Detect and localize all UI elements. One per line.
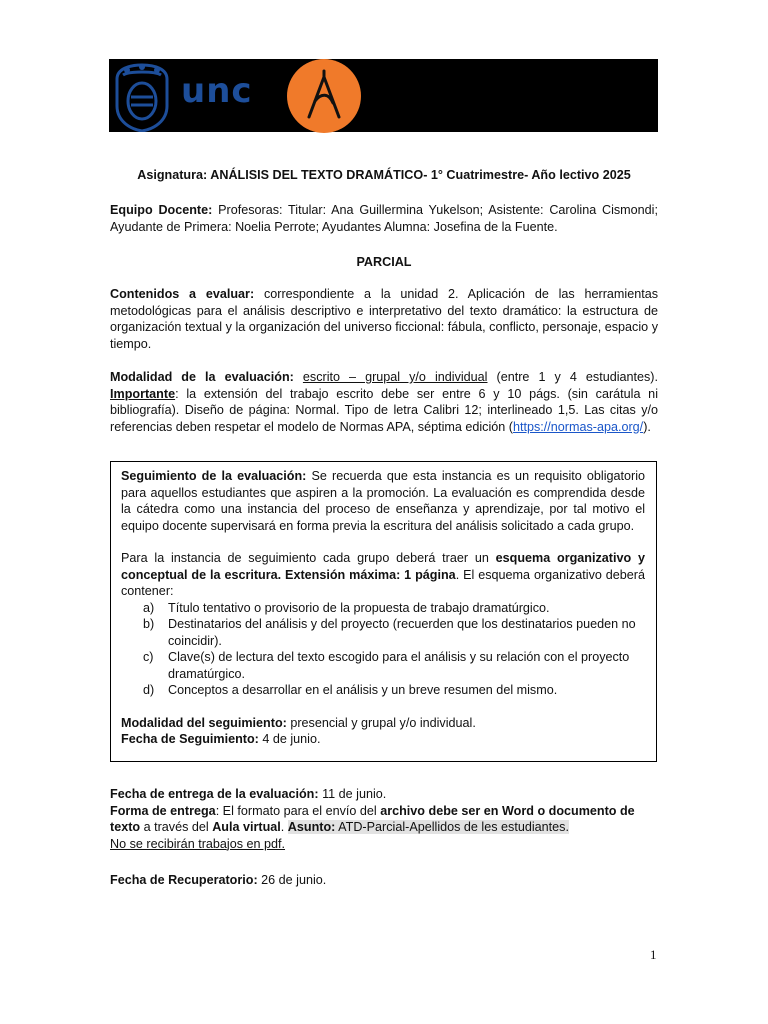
followup-paragraph bbox=[121, 468, 645, 534]
important-text: : la extensión del trabajo escrito debe ser entre 6 y 10 págs. (sin carátula ni bibliografía). Diseño de página: Normal. Tipo de letra Calibri 12; interlineado 1,5. Las citas y/o referencias deben respetar el modelo de Normas APA, séptima edición ( bbox=[110, 386, 658, 434]
delivery-form bbox=[110, 803, 658, 836]
team-text: Profesoras: Titular: Ana Guillermina Yukelson; Asistente: Carolina Cismondi; Ayudante de Primera: Noelia Perrote; Ayudantes Alumna: Josefina de la Fuente. bbox=[110, 203, 658, 234]
followup-date-text: 4 de junio. bbox=[258, 732, 321, 746]
section-heading: PARCIAL bbox=[356, 255, 412, 269]
contents-text: correspondiente a la unidad 2. Aplicación de las herramientas metodológicas para el análisis descriptivo e interpretativo del texto dramático: la estructura de organización textual y la organización del universo ficcional: fábula, conflicto, personaje, espacio y tiempo. bbox=[110, 287, 658, 351]
list-item bbox=[143, 616, 645, 649]
list-item bbox=[143, 600, 645, 617]
scheme-list bbox=[121, 600, 645, 699]
delivery-date-label: Fecha de entrega de la evaluación: bbox=[110, 787, 319, 801]
delivery-via-text: a través del bbox=[140, 820, 213, 834]
modality-format: escrito – grupal y/o individual bbox=[302, 370, 488, 384]
contents-label: Contenidos a evaluar: bbox=[110, 287, 255, 301]
list-marker: b) bbox=[143, 617, 155, 631]
virtual-classroom-label: Aula virtual bbox=[212, 820, 281, 834]
recovery-text: 26 de junio. bbox=[257, 873, 327, 887]
delivery-format-bold: archivo debe ser en Word o documento de texto bbox=[110, 803, 635, 834]
scheme-bold: esquema organizativo y conceptual de la escritura. Extensión máxima: 1 página bbox=[121, 551, 645, 582]
mode-text: presencial y grupal y/o individual. bbox=[286, 715, 476, 730]
modality-paragraph bbox=[110, 369, 658, 435]
list-marker: a) bbox=[143, 600, 155, 615]
delivery-form-text: : El formato para el envío del bbox=[215, 803, 381, 818]
list-item-text: Título tentativo o provisorio de la propuesta de trabajo dramatúrgico. bbox=[168, 600, 550, 615]
followup-mode bbox=[121, 715, 645, 732]
important-label: Importante bbox=[110, 386, 176, 401]
scheme-end: . El esquema organizativo deberá contener: bbox=[121, 567, 646, 598]
apa-link[interactable]: https://normas-apa.org/ bbox=[512, 419, 644, 434]
contents-paragraph bbox=[110, 286, 658, 352]
list-item bbox=[143, 682, 645, 699]
recovery-label: Fecha de Recuperatorio: bbox=[110, 873, 258, 887]
page-number: 1 bbox=[650, 947, 657, 962]
delivery-form-label: Forma de entrega bbox=[110, 803, 216, 818]
modality-close: ). bbox=[643, 419, 651, 434]
followup-date-label: Fecha de Seguimiento: bbox=[121, 732, 259, 746]
faculty-a-logo-icon bbox=[287, 59, 361, 133]
teaching-team bbox=[110, 202, 658, 235]
unc-wordmark: unc bbox=[181, 71, 253, 111]
delivery-date-text: 11 de junio. bbox=[318, 787, 387, 801]
subject-label: Asunto: bbox=[287, 820, 336, 834]
followup-text: Se recuerda que esta instancia es un requisito obligatorio para aquellos estudiantes que aspiren a la promoción. La evaluación es comprendida desde la cátedra como una instancia del proceso de enseñanza y aprendizaje, por tal motivo el equipo docente supervisará en forma previa la escritura del análisis solicitado a cada grupo. bbox=[121, 469, 645, 533]
team-label: Equipo Docente: bbox=[110, 203, 213, 217]
recovery-date bbox=[110, 872, 658, 889]
modality-group: (entre 1 y 4 estudiantes). bbox=[487, 370, 658, 384]
scheme-start: Para la instancia de seguimiento cada grupo deberá traer un bbox=[121, 551, 496, 565]
followup-date bbox=[121, 731, 645, 748]
followup-box bbox=[110, 461, 657, 762]
followup-scheme-paragraph bbox=[121, 550, 645, 600]
no-pdf-notice: No se recibirán trabajos en pdf. bbox=[110, 836, 286, 851]
unc-logo bbox=[109, 59, 274, 132]
modality-label: Modalidad de la evaluación: bbox=[110, 370, 294, 384]
list-marker: c) bbox=[143, 650, 154, 664]
page-title: Asignatura: ANÁLISIS DEL TEXTO DRAMÁTICO- 1° Cuatrimestre- Año lectivo 2025 bbox=[137, 168, 631, 182]
subject-highlight bbox=[288, 820, 569, 834]
header-banner bbox=[109, 59, 658, 132]
list-item-text: Clave(s) de lectura del texto escogido para el análisis y su relación con el proyecto dramatúrgico. bbox=[168, 650, 630, 681]
subject-text: ATD-Parcial-Apellidos de les estudiantes. bbox=[335, 820, 569, 834]
list-marker: d) bbox=[143, 683, 155, 697]
followup-label: Seguimiento de la evaluación: bbox=[121, 469, 307, 483]
list-item bbox=[143, 649, 645, 682]
list-item-text: Destinatarios del análisis y del proyecto (recuerden que los destinatarios pueden no coincidir). bbox=[168, 617, 636, 648]
university-seal-icon bbox=[109, 61, 175, 132]
list-item-text: Conceptos a desarrollar en el análisis y un breve resumen del mismo. bbox=[168, 683, 558, 697]
delivery-date bbox=[110, 786, 658, 803]
mode-label: Modalidad del seguimiento: bbox=[121, 715, 287, 730]
delivery-section bbox=[110, 786, 658, 852]
delivery-period: . bbox=[280, 820, 288, 834]
